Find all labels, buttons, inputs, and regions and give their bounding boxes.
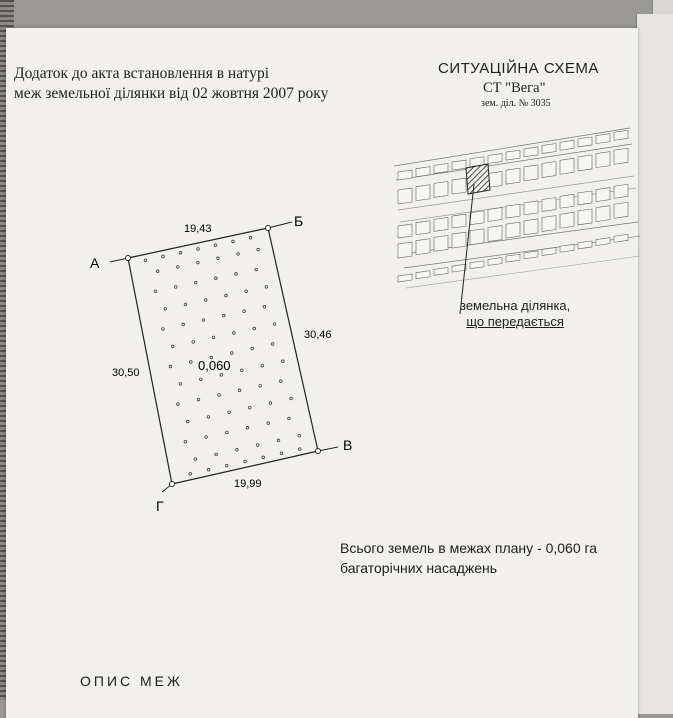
orchard-dot (226, 431, 229, 434)
scheme-block (506, 168, 520, 184)
scheme-block (416, 185, 430, 201)
orchard-dot (249, 236, 252, 239)
orchard-dot (253, 327, 256, 330)
scheme-block (506, 204, 520, 218)
scheme-block (416, 239, 430, 255)
orchard-dot (225, 294, 228, 297)
orchard-dot (263, 305, 266, 308)
orchard-dot (174, 286, 177, 289)
scheme-block (614, 202, 628, 218)
orchard-dot (245, 290, 248, 293)
orchard-dot (182, 323, 185, 326)
orchard-dot (162, 255, 165, 258)
corner-point-a (126, 256, 131, 261)
side-length-top: 19,43 (184, 223, 212, 235)
scheme-block (578, 191, 592, 205)
orchard-dot (197, 398, 200, 401)
orchard-dot (238, 389, 241, 392)
orchard-dot (177, 403, 180, 406)
transferred-plot-marker (466, 164, 490, 194)
orchard-dot (217, 257, 220, 260)
orchard-dot (248, 406, 251, 409)
plot-boundary (128, 228, 318, 484)
orchard-dot (256, 444, 259, 447)
orchard-dot (236, 448, 239, 451)
scheme-block (470, 261, 484, 269)
orchard-dot (255, 268, 258, 271)
orchard-dot (271, 343, 274, 346)
orchard-dot (171, 345, 174, 348)
orchard-dot (265, 286, 268, 289)
orchard-dot (298, 448, 301, 451)
orchard-dot (273, 323, 276, 326)
scheme-block (506, 150, 520, 160)
scheme-block (578, 155, 592, 171)
scheme-block (560, 194, 574, 208)
scheme-block (542, 162, 556, 178)
scheme-block (578, 209, 592, 225)
scheme-block (506, 254, 520, 262)
orchard-dot (169, 365, 172, 368)
orchard-dot (233, 332, 236, 335)
orchard-dot (262, 456, 265, 459)
orchard-dot (184, 440, 187, 443)
orchard-dot (207, 416, 210, 419)
scheme-plot-number: зем. діл. № 3035 (481, 98, 551, 109)
scheme-block (596, 152, 610, 168)
appendix-heading-line1: Додаток до акта встановлення в натурі (14, 65, 270, 82)
scheme-block (542, 198, 556, 212)
scheme-block (560, 244, 574, 252)
orchard-dot (267, 422, 270, 425)
orchard-dot (298, 434, 301, 437)
scheme-block (596, 134, 610, 144)
orchard-dot (225, 464, 228, 467)
orchard-dot (277, 439, 280, 442)
corner-label-g: Г (156, 498, 164, 514)
scheme-block (578, 241, 592, 249)
summary-line1: Всього земель в межах плану - 0,060 га (340, 540, 598, 556)
orchard-dot (215, 277, 218, 280)
scheme-block (434, 181, 448, 197)
scheme-block (524, 147, 538, 157)
corner-label-a: А (90, 255, 100, 271)
scheme-block (560, 212, 574, 228)
scheme-block (398, 188, 412, 204)
side-length-bottom: 19,99 (234, 478, 262, 490)
scheme-block (542, 216, 556, 232)
scheme-block (452, 232, 466, 248)
corner-label-b: Б (294, 213, 304, 229)
scheme-block (416, 167, 430, 177)
appendix-heading (14, 64, 328, 104)
scheme-block (452, 264, 466, 272)
orchard-dot (179, 251, 182, 254)
orchard-dot (144, 259, 147, 262)
corner-point-v (316, 449, 321, 454)
callout-line2: що передається (466, 314, 564, 329)
orchard-dot (192, 341, 195, 344)
orchard-dot (269, 402, 272, 405)
scheme-block (560, 140, 574, 150)
scheme-block (398, 170, 412, 180)
scheme-block (596, 238, 610, 246)
orchard-dot (243, 310, 246, 313)
scheme-block (398, 274, 412, 282)
orchard-dot (207, 468, 210, 471)
scheme-block (434, 163, 448, 173)
scheme-cooperative: СТ "Вега" (483, 80, 546, 96)
orchard-dot (194, 281, 197, 284)
orchard-dot (237, 253, 240, 256)
corner-label-v: В (343, 437, 353, 453)
scheme-block (560, 158, 574, 174)
orchard-dot (202, 319, 205, 322)
scheme-block (416, 271, 430, 279)
scheme-block (614, 184, 628, 198)
orchard-dot (200, 378, 203, 381)
scheme-block (596, 206, 610, 222)
scheme-block (488, 153, 502, 163)
orchard-dot (228, 411, 231, 414)
orchard-dot (251, 347, 254, 350)
orchard-dot (177, 266, 180, 269)
orchard-dot (261, 364, 264, 367)
scheme-block (524, 201, 538, 215)
orchard-dot (282, 360, 285, 363)
orchard-dot (179, 383, 182, 386)
orchard-dot (184, 303, 187, 306)
scheme-block (470, 211, 484, 225)
orchard-dot (189, 473, 192, 476)
scheme-block (452, 160, 466, 170)
callout-line1: земельна ділянка, (460, 298, 571, 313)
scheme-block (488, 225, 502, 241)
orchard-dot (244, 460, 247, 463)
boundary-description-heading: ОПИС МЕЖ (80, 673, 183, 689)
corner-point-b (266, 226, 271, 231)
orchard-dot (218, 394, 221, 397)
orchard-dot (164, 307, 167, 310)
orchard-dot (197, 261, 200, 264)
scheme-block (488, 257, 502, 265)
scheme-block (578, 137, 592, 147)
situational-scheme-map (392, 118, 642, 328)
orchard-dot (197, 248, 200, 251)
orchard-dot (257, 248, 260, 251)
orchard-dot (235, 273, 238, 276)
scheme-block (416, 221, 430, 235)
summary-line2: багаторічних насаджень (340, 560, 498, 576)
scheme-block (524, 165, 538, 181)
scheme-block (452, 214, 466, 228)
orchard-dot (288, 417, 291, 420)
scheme-block (434, 267, 448, 275)
orchard-dot (230, 352, 233, 355)
orchard-dot (246, 426, 249, 429)
scheme-block (596, 188, 610, 202)
scheme-block (434, 235, 448, 251)
orchard-dot (187, 420, 190, 423)
orchard-dot (290, 397, 293, 400)
appendix-heading-line2: меж земельної ділянки від 02 жовтня 2007 року (14, 85, 329, 102)
orchard-dot (190, 361, 193, 364)
orchard-dot (220, 374, 223, 377)
plot-plan (80, 200, 380, 520)
orchard-dot (223, 314, 226, 317)
side-length-right: 30,46 (304, 329, 332, 341)
scheme-block (398, 224, 412, 238)
plot-area-value: 0,060 (198, 358, 231, 373)
scheme-block (398, 242, 412, 258)
orchard-dot (205, 436, 208, 439)
scheme-block (524, 219, 538, 235)
scheme-block (506, 222, 520, 238)
corner-point-g (170, 482, 175, 487)
orchard-dot (156, 270, 159, 273)
scheme-block (452, 178, 466, 194)
orchard-dot (215, 453, 218, 456)
scheme-title: СИТУАЦІЙНА СХЕМА (438, 60, 599, 77)
scheme-block (470, 229, 484, 245)
orchard-dot (280, 452, 283, 455)
orchard-dot (259, 385, 262, 388)
orchard-dot (194, 458, 197, 461)
scheme-block (524, 251, 538, 259)
orchard-dot (162, 328, 165, 331)
scheme-block (542, 144, 556, 154)
orchard-dot (232, 240, 235, 243)
scheme-block (614, 234, 628, 242)
scheme-block (614, 148, 628, 164)
orchard-dot (279, 380, 282, 383)
orchard-dot (204, 299, 207, 302)
side-length-left: 30,50 (112, 367, 140, 379)
plot-callout-label (460, 298, 570, 330)
orchard-dot (212, 336, 215, 339)
callout-leader-line (460, 184, 474, 314)
orchard-dot (154, 290, 157, 293)
scheme-block (488, 207, 502, 221)
orchard-dot (241, 369, 244, 372)
orchard-dot (214, 244, 217, 247)
scheme-block (614, 130, 628, 140)
scheme-block (434, 217, 448, 231)
land-summary (340, 538, 597, 578)
